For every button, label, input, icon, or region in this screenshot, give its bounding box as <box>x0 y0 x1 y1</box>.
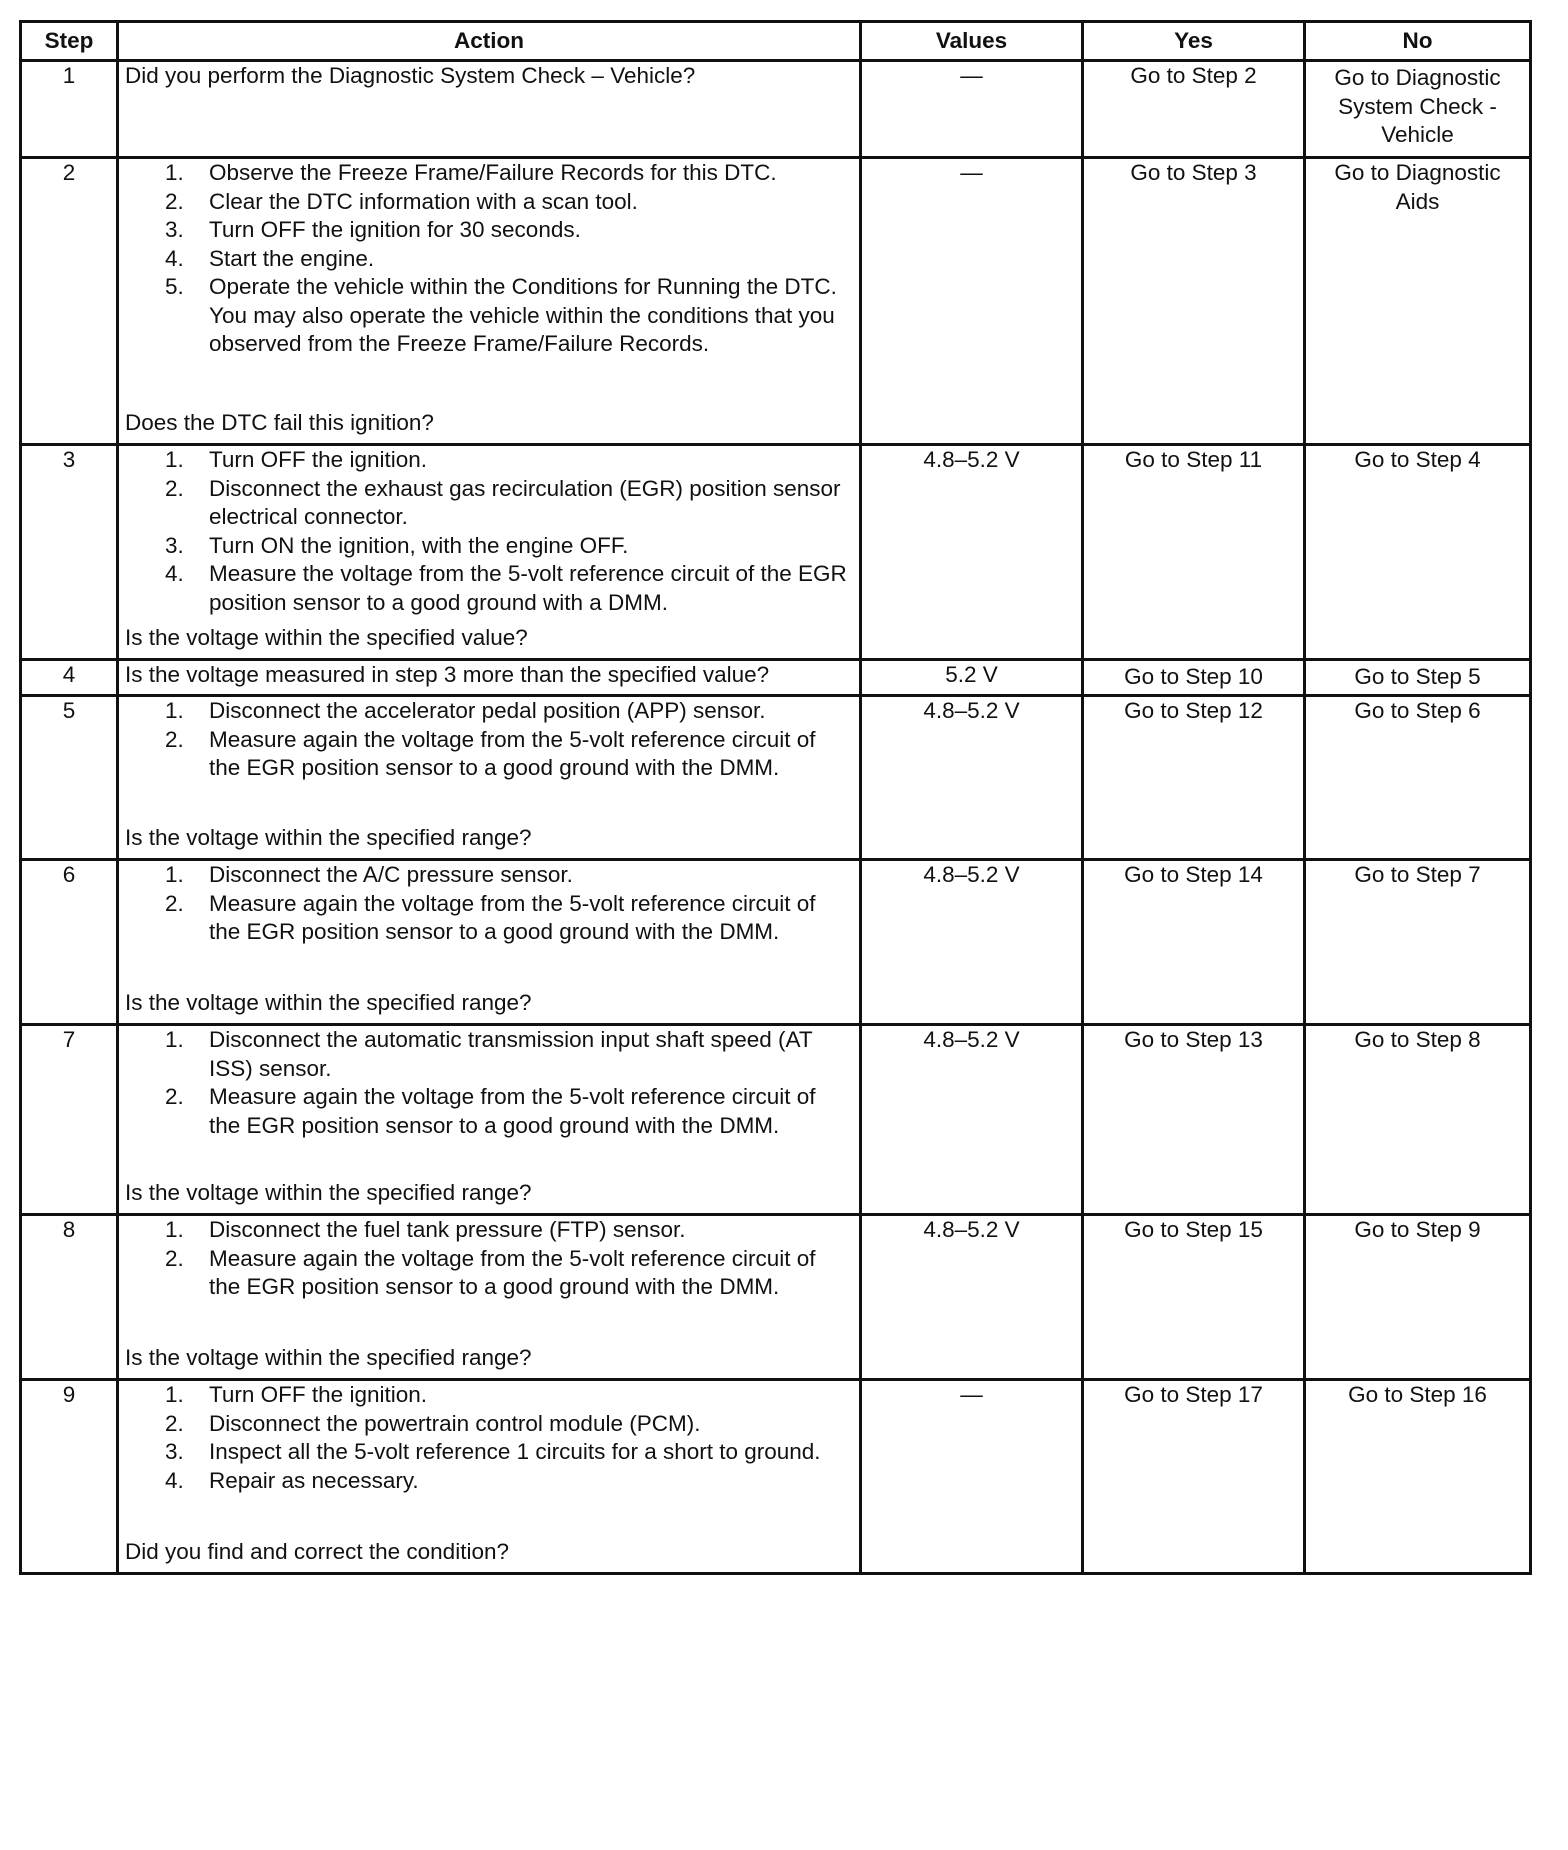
list-item-number: 1. <box>165 447 184 472</box>
action-steps-list <box>125 1216 853 1302</box>
action-question: Did you find and correct the condition? <box>125 1539 509 1565</box>
no-link[interactable]: Go to Diagnostic System Check - Vehicle <box>1305 61 1531 158</box>
table-row <box>21 1215 1531 1380</box>
list-item-text: Turn OFF the ignition for 30 seconds. <box>209 217 581 243</box>
no-link[interactable]: Go to Step 7 <box>1305 860 1531 1025</box>
yes-link[interactable]: Go to Step 3 <box>1083 158 1305 445</box>
header-row <box>21 22 1531 61</box>
action-question: Is the voltage within the specified range? <box>125 825 532 851</box>
list-item-number: 1. <box>165 160 184 185</box>
table-row <box>21 1025 1531 1215</box>
action-cell <box>118 696 861 860</box>
no-link[interactable]: Go to Step 9 <box>1305 1215 1531 1380</box>
list-item-number: 2. <box>165 726 184 752</box>
action-steps-list <box>125 446 853 617</box>
header-no: No <box>1305 22 1531 61</box>
list-item <box>125 890 853 947</box>
list-item <box>125 1467 853 1496</box>
action-question: Does the DTC fail this ignition? <box>125 410 434 436</box>
table-row <box>21 860 1531 1025</box>
list-item-text: Start the engine. <box>209 245 375 271</box>
action-cell <box>118 1215 861 1380</box>
step-number: 7 <box>21 1025 118 1215</box>
step-number: 6 <box>21 860 118 1025</box>
yes-link[interactable]: Go to Step 14 <box>1083 860 1305 1025</box>
list-item-text: Turn ON the ignition, with the engine OFF. <box>209 532 629 558</box>
header-yes: Yes <box>1083 22 1305 61</box>
table-row <box>21 445 1531 660</box>
list-item-text: Measure again the voltage from the 5-volt reference circuit of the EGR position sensor to a good ground with the DMM. <box>209 1084 816 1138</box>
list-item-text: Repair as necessary. <box>209 1467 419 1493</box>
list-item-number: 1. <box>165 698 184 723</box>
list-item-number: 5. <box>165 274 184 300</box>
action-steps-list <box>125 1381 853 1495</box>
list-item <box>125 861 853 890</box>
list-item-text: Disconnect the fuel tank pressure (FTP) sensor. <box>209 1217 686 1242</box>
action-cell <box>118 860 861 1025</box>
yes-link[interactable]: Go to Step 17 <box>1083 1380 1305 1574</box>
value-cell: 4.8–5.2 V <box>861 445 1083 660</box>
list-item-text: Disconnect the automatic transmission input shaft speed (AT ISS) sensor. <box>209 1027 813 1081</box>
list-item-text: Observe the Freeze Frame/Failure Records for this DTC. <box>209 160 777 185</box>
list-item-number: 3. <box>165 217 184 243</box>
value-cell: 4.8–5.2 V <box>861 696 1083 860</box>
action-cell <box>118 1025 861 1215</box>
list-item-text: Clear the DTC information with a scan tool. <box>209 188 638 214</box>
header-values: Values <box>861 22 1083 61</box>
list-item <box>125 1083 853 1140</box>
list-item <box>125 188 853 217</box>
no-link[interactable]: Go to Step 5 <box>1305 660 1531 696</box>
no-link[interactable]: Go to Step 6 <box>1305 696 1531 860</box>
yes-link[interactable]: Go to Step 2 <box>1083 61 1305 158</box>
step-number: 8 <box>21 1215 118 1380</box>
action-question: Is the voltage within the specified range? <box>125 1345 532 1371</box>
action-question: Is the voltage measured in step 3 more than the specified value? <box>125 662 770 687</box>
list-item <box>125 532 853 561</box>
list-item-number: 1. <box>165 1217 184 1242</box>
list-item-number: 4. <box>165 561 184 587</box>
list-item <box>125 1438 853 1467</box>
list-item-number: 3. <box>165 532 184 558</box>
step-number: 3 <box>21 445 118 660</box>
no-link[interactable]: Go to Step 4 <box>1305 445 1531 660</box>
list-item-number: 3. <box>165 1439 184 1465</box>
list-item <box>125 216 853 245</box>
table-row <box>21 696 1531 860</box>
action-steps-list <box>125 159 853 359</box>
table-row <box>21 61 1531 158</box>
list-item-number: 2. <box>165 1084 184 1110</box>
header-action: Action <box>118 22 861 61</box>
list-item-number: 4. <box>165 1467 184 1493</box>
list-item-text: Measure again the voltage from the 5-volt reference circuit of the EGR position sensor to a good ground with the DMM. <box>209 726 816 781</box>
action-steps-list <box>125 697 853 783</box>
list-item-text: Disconnect the A/C pressure sensor. <box>209 862 573 887</box>
no-link[interactable]: Go to Diagnostic Aids <box>1305 158 1531 445</box>
yes-link[interactable]: Go to Step 10 <box>1083 660 1305 696</box>
yes-link[interactable]: Go to Step 12 <box>1083 696 1305 860</box>
no-link[interactable]: Go to Step 8 <box>1305 1025 1531 1215</box>
action-cell <box>118 1380 861 1574</box>
action-cell <box>118 660 861 696</box>
value-cell: — <box>861 158 1083 445</box>
step-number: 2 <box>21 158 118 445</box>
list-item-number: 1. <box>165 862 184 887</box>
list-item-text: Turn OFF the ignition. <box>209 447 428 472</box>
value-cell: — <box>861 61 1083 158</box>
list-item <box>125 726 853 783</box>
list-item-text: Turn OFF the ignition. <box>209 1382 428 1407</box>
list-item <box>125 446 853 475</box>
action-cell <box>118 61 861 158</box>
list-item <box>125 159 853 188</box>
list-item <box>125 1245 853 1302</box>
yes-link[interactable]: Go to Step 11 <box>1083 445 1305 660</box>
list-item-text: Disconnect the powertrain control module (PCM). <box>209 1410 701 1436</box>
list-item-text: Measure the voltage from the 5-volt reference circuit of the EGR position sensor to a good ground with a DMM. <box>209 561 847 615</box>
value-cell: 4.8–5.2 V <box>861 1025 1083 1215</box>
list-item-number: 4. <box>165 245 184 271</box>
action-question: Did you perform the Diagnostic System Check – Vehicle? <box>125 63 696 88</box>
value-cell: 4.8–5.2 V <box>861 860 1083 1025</box>
table-row <box>21 158 1531 445</box>
step-number: 9 <box>21 1380 118 1574</box>
yes-link[interactable]: Go to Step 15 <box>1083 1215 1305 1380</box>
header-step: Step <box>21 22 118 61</box>
list-item-number: 2. <box>165 1410 184 1436</box>
table-row <box>21 1380 1531 1574</box>
action-question: Is the voltage within the specified range? <box>125 1180 532 1206</box>
step-number: 4 <box>21 660 118 696</box>
no-link[interactable]: Go to Step 16 <box>1305 1380 1531 1574</box>
yes-link[interactable]: Go to Step 13 <box>1083 1025 1305 1215</box>
value-cell: 4.8–5.2 V <box>861 1215 1083 1380</box>
list-item-number: 1. <box>165 1382 184 1407</box>
action-steps-list <box>125 1026 853 1140</box>
list-item-text: Measure again the voltage from the 5-volt reference circuit of the EGR position sensor to a good ground with the DMM. <box>209 890 816 945</box>
list-item-text: Disconnect the exhaust gas recirculation (EGR) position sensor electrical connector. <box>209 475 841 530</box>
list-item-text: Operate the vehicle within the Conditions for Running the DTC. You may also operate the vehicle within the conditions that you observed from the Freeze Frame/Failure Records. <box>209 274 837 357</box>
action-steps-list <box>125 861 853 947</box>
list-item <box>125 1410 853 1439</box>
action-cell <box>118 445 861 660</box>
list-item <box>125 475 853 532</box>
value-cell: — <box>861 1380 1083 1574</box>
step-number: 5 <box>21 696 118 860</box>
list-item-number: 1. <box>165 1027 184 1052</box>
list-item <box>125 560 853 617</box>
table-row <box>21 660 1531 696</box>
step-number: 1 <box>21 61 118 158</box>
list-item <box>125 1026 853 1083</box>
list-item-number: 2. <box>165 1245 184 1271</box>
list-item <box>125 273 853 359</box>
action-question: Is the voltage within the specified range? <box>125 990 532 1016</box>
list-item-number: 2. <box>165 890 184 916</box>
list-item-text: Inspect all the 5-volt reference 1 circuits for a short to ground. <box>209 1439 821 1465</box>
list-item <box>125 1216 853 1245</box>
list-item <box>125 245 853 274</box>
list-item <box>125 697 853 726</box>
list-item-number: 2. <box>165 188 184 214</box>
list-item-text: Disconnect the accelerator pedal position (APP) sensor. <box>209 698 766 723</box>
diagnostic-table <box>19 20 1532 1575</box>
list-item-number: 2. <box>165 475 184 501</box>
action-question: Is the voltage within the specified value? <box>125 625 528 651</box>
list-item <box>125 1381 853 1410</box>
value-cell: 5.2 V <box>861 660 1083 696</box>
list-item-text: Measure again the voltage from the 5-volt reference circuit of the EGR position sensor to a good ground with the DMM. <box>209 1245 816 1300</box>
action-cell <box>118 158 861 445</box>
